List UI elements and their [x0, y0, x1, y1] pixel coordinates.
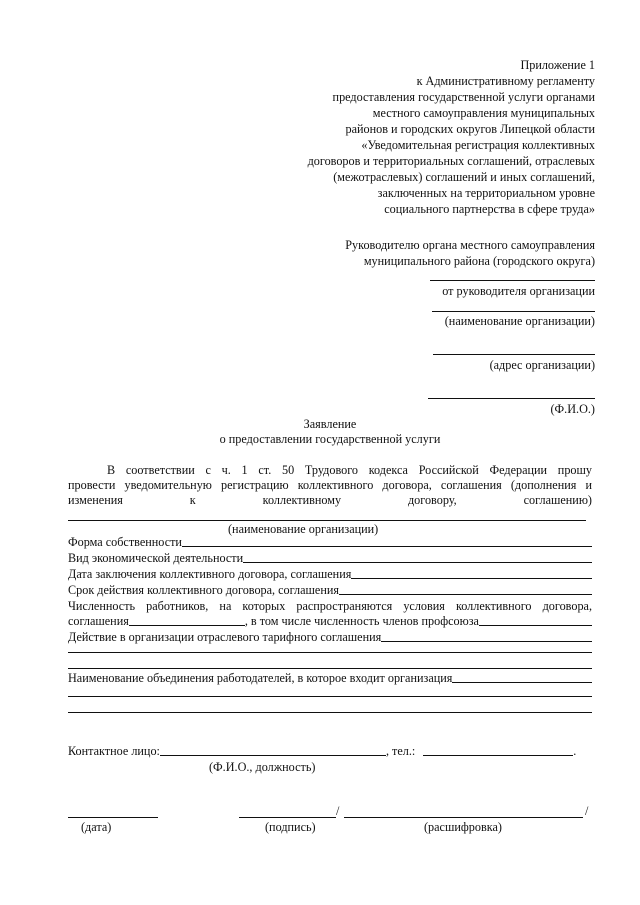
activity-label: Вид экономической деятельности [68, 551, 244, 565]
date-hint: (дата) [81, 820, 112, 834]
association-row[interactable] [68, 671, 592, 686]
signature-slash-end: / [585, 804, 589, 818]
date-sign-blank[interactable] [68, 817, 158, 818]
association-extra-line[interactable] [68, 712, 592, 713]
appendix-line: «Уведомительная регистрация коллективных [361, 138, 595, 152]
body-line: изменения к коллективному договору, соглашению) [68, 493, 592, 507]
union-label: , в том числе численность членов профсоюза [244, 614, 479, 628]
activity-blank[interactable] [243, 551, 592, 563]
appendix-line: районов и городских округов Липецкой области [345, 122, 595, 136]
appendix-line: (межотраслевых) соглашений и иных соглашений, [333, 170, 595, 184]
contact-phone-blank[interactable] [423, 744, 573, 756]
term-blank[interactable] [339, 583, 592, 595]
decode-blank[interactable] [344, 817, 583, 818]
appendix-line: предоставления государственной услуги органами [332, 90, 595, 104]
body-line: В соответствии с ч. 1 ст. 50 Трудового кодекса Российской Федерации прошу [107, 463, 592, 477]
appendix-line: Приложение 1 [520, 58, 595, 72]
addressee-line1: Руководителю органа местного самоуправления [345, 238, 595, 252]
association-label: Наименование объединения работодателей, в которое входит организация [68, 671, 453, 685]
term-label: Срок действия коллективного договора, соглашения [68, 583, 339, 597]
union-count-blank[interactable] [479, 614, 592, 626]
association-blank[interactable] [452, 671, 592, 683]
decode-hint: (расшифровка) [424, 820, 502, 834]
tariff-extra-line[interactable] [68, 652, 592, 653]
contact-end: . [573, 744, 577, 758]
org-name-blank[interactable] [432, 311, 595, 312]
addressee-line2: муниципального района (городского округа) [363, 254, 595, 268]
activity-row[interactable] [68, 551, 592, 566]
ownership-row[interactable] [68, 535, 592, 550]
fio-blank[interactable] [428, 398, 595, 399]
employees-line1: Численность работников, на которых распространяются условия коллективного договора, [68, 599, 592, 613]
signature-slash: / [336, 804, 340, 818]
tariff-blank[interactable] [381, 630, 592, 642]
date-label: Дата заключения коллективного договора, соглашения [68, 567, 352, 581]
contact-row[interactable] [68, 744, 592, 759]
appendix-line: договоров и территориальных соглашений, отраслевых [307, 154, 595, 168]
addressee-from: от руководителя организации [442, 284, 595, 298]
signature-hint: (подпись) [265, 820, 316, 834]
org-name-hint: (наименование организации) [444, 314, 595, 328]
org-address-blank[interactable] [433, 354, 595, 355]
contact-label: Контактное лицо: [68, 744, 160, 758]
tariff-extra-line[interactable] [68, 668, 592, 669]
contact-hint: (Ф.И.О., должность) [209, 760, 316, 774]
employees-row[interactable] [68, 614, 592, 629]
employees-label: соглашения [68, 614, 129, 628]
contact-phone-label: , тел.: [385, 744, 416, 758]
document-title: Заявление [303, 417, 357, 431]
date-row[interactable] [68, 567, 592, 582]
term-row[interactable] [68, 583, 592, 598]
org-address-hint: (адрес организации) [489, 358, 595, 372]
appendix-line: к Административному регламенту [416, 74, 595, 88]
ownership-label: Форма собственности [68, 535, 182, 549]
tariff-label: Действие в организации отраслевого тарифного соглашения [68, 630, 382, 644]
body-line: провести уведомительную регистрацию коллективного договора, соглашения (дополнения и [68, 478, 592, 492]
appendix-line: заключенных на территориальном уровне [377, 186, 595, 200]
ownership-blank[interactable] [182, 535, 592, 547]
document-subtitle: о предоставлении государственной услуги [219, 432, 441, 446]
appendix-line: социального партнерства в сфере труда» [384, 202, 595, 216]
addressee-blank[interactable] [430, 280, 595, 281]
association-extra-line[interactable] [68, 696, 592, 697]
date-blank[interactable] [351, 567, 592, 579]
tariff-row[interactable] [68, 630, 592, 645]
org-name-line[interactable] [68, 520, 586, 521]
appendix-line: местного самоуправления муниципальных [372, 106, 595, 120]
employees-count-blank[interactable] [129, 614, 245, 626]
body-org-hint: (наименование организации) [228, 522, 379, 536]
signature-blank[interactable] [239, 817, 336, 818]
fio-hint: (Ф.И.О.) [550, 402, 595, 416]
contact-name-blank[interactable] [160, 744, 386, 756]
